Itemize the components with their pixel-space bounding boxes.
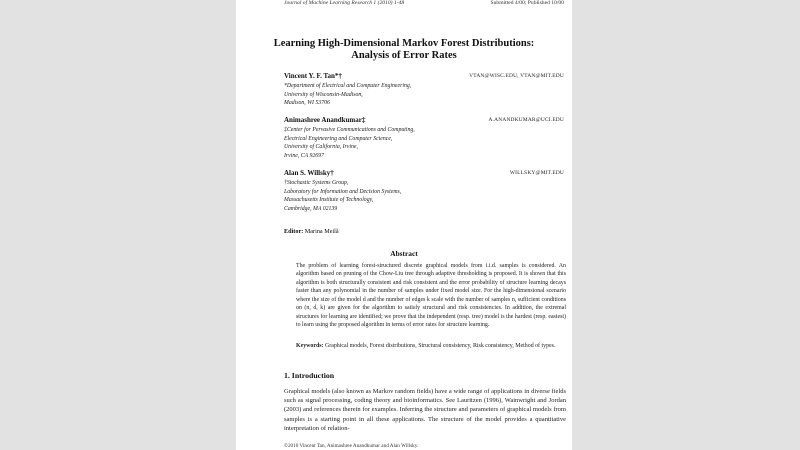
right-margin [572,0,800,450]
author-affiliation: Madison, WI 53706 [284,100,330,107]
paper-title-line1: Learning High-Dimensional Markov Forest Distributions: [273,38,535,49]
author-affiliation: University of Wisconsin-Madison, [284,91,363,98]
keywords-text: Graphical models, Forest distributions, Structural consistency, Risk consistency, Method of types. [324,343,556,349]
editor-label: Editor: [284,228,304,235]
author-affiliation: Laboratory for Information and Decision Systems, [284,188,402,195]
section-heading: 1. Introduction [284,371,335,380]
author-name: Animashree Anandkumar‡ [284,116,366,124]
intro-paragraph: Graphical models (also known as Markov random fields) have a wide range of applications in diverse fields such as signal processing, coding theory and bioinformatics. See Lauritzen (1996), Wainwright and Jordan (2003) and references therein for examples. Inferring the structure and parameters of graphical models from samples is a starting point in all these applications. The structure of the model provides a quantitative interpretation of relation- [284,388,566,432]
submission-header: Submitted 4/00; Published 10/00 [490,0,564,6]
keywords-label: Keywords: [296,343,324,349]
author-affiliation: Massachusetts Institute of Technology, [284,197,374,204]
author-email: VTAN@WISC.EDU, VTAN@MIT.EDU [469,73,564,79]
abstract-heading: Abstract [390,249,418,258]
author-affiliation: †Stochastic Systems Group, [284,180,349,186]
left-margin [0,0,236,450]
author-affiliation: ‡Center for Pervasive Communications and Computing, [284,127,415,133]
author-affiliation: Electrical Engineering and Computer Science, [284,135,393,142]
author-affiliation: Cambridge, MA 02139 [284,205,338,212]
paper-title-line2: Analysis of Error Rates [351,50,457,61]
author-email: WILLSKY@MIT.EDU [509,170,564,176]
author-affiliation: Irvine, CA 92697 [284,152,324,159]
editor-line [284,228,339,235]
keywords [296,342,566,350]
editor-name: Marina Meilă [304,228,339,235]
paper-page [236,0,572,450]
author-name: Alan S. Willsky† [284,169,334,177]
journal-header: Journal of Machine Learning Research 1 (2010) 1-48 [284,0,405,6]
abstract-text: The problem of learning forest-structured discrete graphical models from i.i.d. samples is considered. An algorithm based on pruning of the Chow-Liu tree through adaptive thresholding is proposed. It is shown that this algorithm is both structurally consistent and risk consistent and the error probability of structure learning decays faster than any polynomial in the number of samples under fixed model size. For the high-dimensional scenario where the size of the model d and the number of edges k scale with the number of samples n, sufficient conditions on (n, d, k) are given for the algorithm to satisfy structural and risk consistencies. In addition, the extremal structures for learning are identified; we prove that the independent (resp. tree) model is the hardest (resp. easiest) to learn using the proposed algorithm in terms of error rates for structure learning. [296,263,566,329]
author-affiliation: *Department of Electrical and Computer Engineering, [284,83,412,89]
author-name: Vincent Y. F. Tan*† [284,72,342,80]
copyright-footer: ©2010 Vincent Tan, Animashree Anandkumar and Alan Willsky. [284,443,419,449]
author-affiliation: University of California, Irvine, [284,144,358,151]
author-email: A.ANANDKUMAR@UCI.EDU [488,117,564,123]
